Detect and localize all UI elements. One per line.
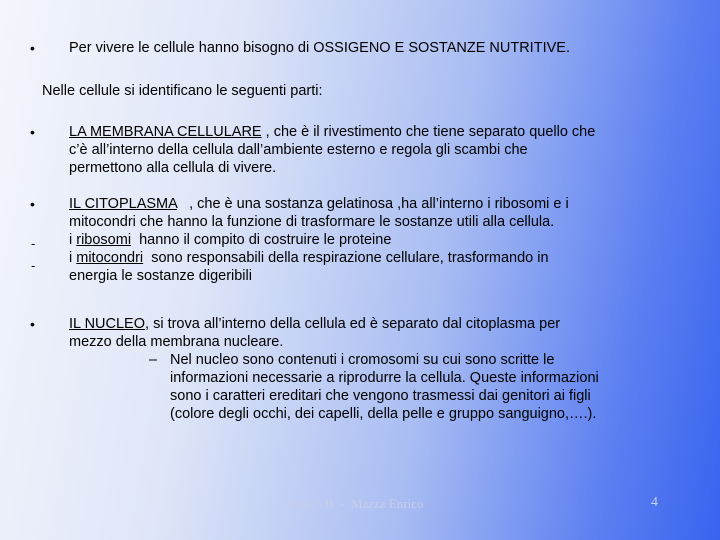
nucleo-line1: , si trova all’interno della cellula ed è separato dal citoplasma per xyxy=(145,316,561,332)
citoplasma-title: IL CITOPLASMA xyxy=(69,196,177,212)
footer-text: Classe 5 B - Mazza Enrico xyxy=(278,496,424,511)
citoplasma-item xyxy=(69,195,709,285)
mitocondri-dash: - xyxy=(31,258,36,273)
nucleo-sub-line3: sono i caratteri ereditari che vengono trasmessi dai genitori ai figli xyxy=(170,388,591,404)
citoplasma-bullet-marker: • xyxy=(30,196,35,212)
nucleo-sub-line2: informazioni necessarie a riprodurre la cellula. Queste informazioni xyxy=(170,370,599,386)
membrana-line3: permettono alla cellula di vivere. xyxy=(69,160,277,176)
mitocondri-prefix: i xyxy=(69,250,77,266)
membrana-item xyxy=(69,123,709,177)
mitocondri-rest: sono responsabili della respirazione cellulare, trasformando in xyxy=(143,250,549,266)
ribosomi-term: ribosomi xyxy=(76,232,132,248)
section-heading: Nelle cellule si identificano le seguenti parti: xyxy=(42,83,323,99)
ribosomi-rest: hanno il compito di costruire le proteine xyxy=(131,232,392,248)
membrana-line1: , che è il rivestimento che tiene separato quello che xyxy=(261,124,596,140)
citoplasma-line2: mitocondri che hanno la funzione di trasformare le sostanze utili alla cellula. xyxy=(69,214,555,230)
intro-bullet-marker: • xyxy=(30,40,35,56)
membrana-title: LA MEMBRANA CELLULARE xyxy=(69,124,262,140)
nucleo-line2: mezzo della membrana nucleare. xyxy=(69,334,284,350)
mitocondri-term: mitocondri xyxy=(76,250,144,266)
membrana-line2: c’è all’interno della cellula dall’ambiente esterno e regola gli scambi che xyxy=(69,142,528,158)
ribosomi-prefix: i xyxy=(69,232,77,248)
nucleo-bullet-marker: • xyxy=(30,316,35,332)
ribosomi-line xyxy=(69,231,709,249)
page-number: 4 xyxy=(651,495,658,510)
ribosomi-dash: - xyxy=(31,236,36,251)
mitocondri-line2: energia le sostanze digeribili xyxy=(69,268,252,284)
nucleo-sub-dash: – xyxy=(149,352,158,368)
nucleo-item xyxy=(69,315,709,351)
nucleo-title: IL NUCLEO xyxy=(69,316,146,332)
nucleo-sub-line1: Nel nucleo sono contenuti i cromosomi su cui sono scritte le xyxy=(170,352,555,368)
citoplasma-line1: , che è una sostanza gelatinosa ,ha all’interno i ribosomi e i xyxy=(177,196,569,212)
intro-bullet-text: Per vivere le cellule hanno bisogno di OSSIGENO E SOSTANZE NUTRITIVE. xyxy=(69,40,570,56)
nucleo-sub-item xyxy=(170,351,710,423)
membrana-bullet-marker: • xyxy=(30,124,35,140)
nucleo-sub-line4: (colore degli occhi, dei capelli, della pelle e gruppo sanguigno,….). xyxy=(170,406,597,422)
mitocondri-line xyxy=(69,249,709,267)
